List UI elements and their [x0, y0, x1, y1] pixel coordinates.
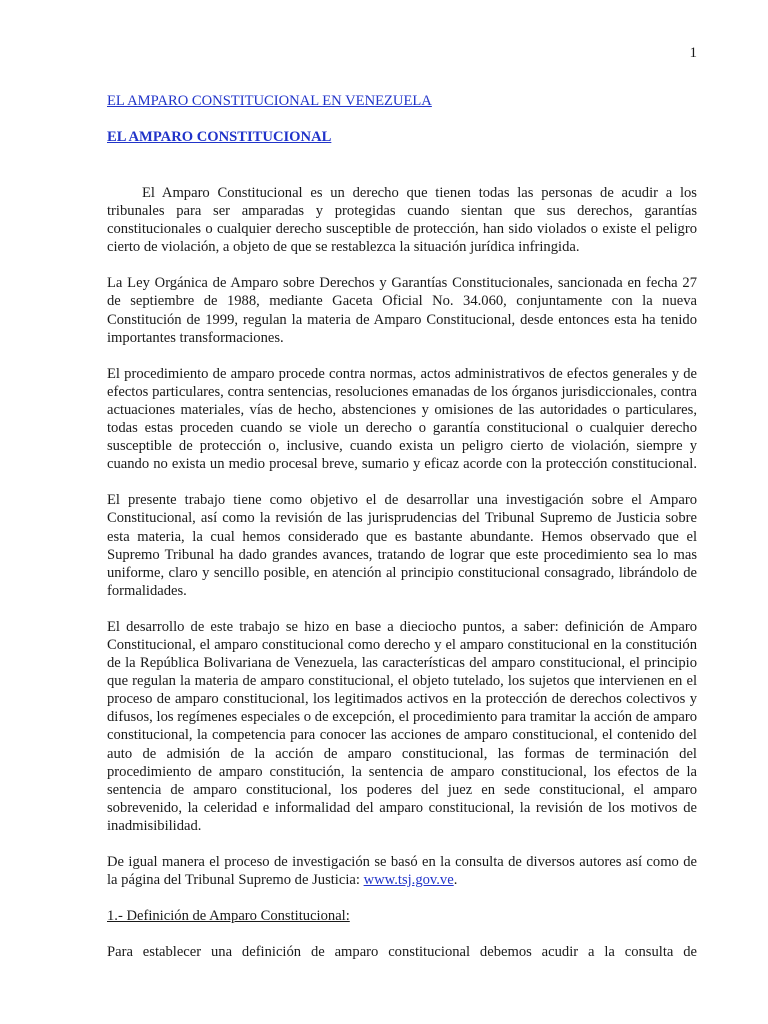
sources-paragraph	[107, 853, 697, 889]
intro-paragraph: El Amparo Constitucional es un derecho que tienen todas las personas de acudir a los tribunales para ser amparadas y protegidas cuando sientan que sus derechos, garantías constitucionales o cualquier derecho susceptible de protección, han sido violados o existe el peligro cierto de violación, a objeto de que se restablezca la situación jurídica infringida.	[107, 185, 697, 256]
definition-paragraph-start: Para establecer una definición de amparo constitucional debemos acudir a la consulta de	[107, 944, 697, 961]
development-paragraph: El desarrollo de este trabajo se hizo en base a dieciocho puntos, a saber: definición de Amparo Constitucional, el amparo constitucional como derecho y el amparo constitucional en la constitución de la República Bolivariana de Venezuela, las características del amparo constitucional, el principio que regulan la materia de amparo constitucional, el objeto tutelado, los sujetos que intervienen en el proceso de amparo constitucional, los legitimados activos en la protección de derechos colectivos y difusos, los regímenes especiales o de excepción, el procedimiento para tramitar la acción de amparo constitucional, la competencia para conocer las acciones de amparo constitucional, el contenido del auto de admisión de la acción de amparo constitucional, las formas de terminación del procedimiento de amparo constitución, la sentencia de amparo constitucional, los efectos de la sentencia de amparo constitucional, los poderes del juez en sede constitucional, el amparo sobrevenido, la celeridad e informalidad del amparo constitucional, la revisión de los motivos de inadmisibilidad.	[107, 618, 697, 834]
section-heading: EL AMPARO CONSTITUCIONAL	[107, 129, 332, 145]
document-title-link[interactable]: EL AMPARO CONSTITUCIONAL EN VENEZUELA	[107, 93, 432, 109]
law-paragraph: La Ley Orgánica de Amparo sobre Derechos y Garantías Constitucionales, sancionada en fecha 27 de septiembre de 1988, mediante Gaceta Oficial No. 34.060, conjuntamente con la nueva Constitución de 1999, regulan la materia de Amparo Constitucional, desde entonces esta ha tenido importantes transformaciones.	[107, 275, 697, 346]
sources-paragraph-end: .	[453, 872, 458, 889]
sources-paragraph-text: De igual manera el proceso de investigación se basó en la consulta de diversos autores así como de la página del Tribunal Supremo de Justicia:	[107, 854, 697, 889]
document-content	[107, 92, 697, 979]
objective-paragraph: El presente trabajo tiene como objetivo el de desarrollar una investigación sobre el Amparo Constitucional, así como la revisión de las jurisprudencias del Tribunal Supremo de Justicia sobre esta materia, la cual hemos considerado que es bastante abundante. Hemos observado que el Supremo Tribunal ha dado grandes avances, tratando de lograr que este procedimiento sea lo mas uniforme, claro y sencillo posible, en atención al principio constitucional consagrado, librándolo de formalidades.	[107, 492, 697, 599]
subsection-heading-definition: 1.- Definición de Amparo Constitucional:	[107, 908, 350, 925]
page-number: 1	[689, 45, 697, 61]
procedure-paragraph: El procedimiento de amparo procede contra normas, actos administrativos de efectos generales y de efectos particulares, contra sentencias, resoluciones emanadas de los órganos jurisdiccionales, contra actuaciones materiales, vías de hecho, abstenciones y omisiones de las autoridades o particulares, todas estas proceden cuando se viole un derecho o garantía constitucional o cualquier derecho susceptible de protección o, inclusive, cuando exista un peligro cierto de violación, siempre y cuando no exista un medio procesal breve, sumario y eficaz acorde con la protección constitucional.	[107, 365, 697, 473]
tsj-website-link[interactable]: www.tsj.gov.ve	[363, 872, 454, 889]
